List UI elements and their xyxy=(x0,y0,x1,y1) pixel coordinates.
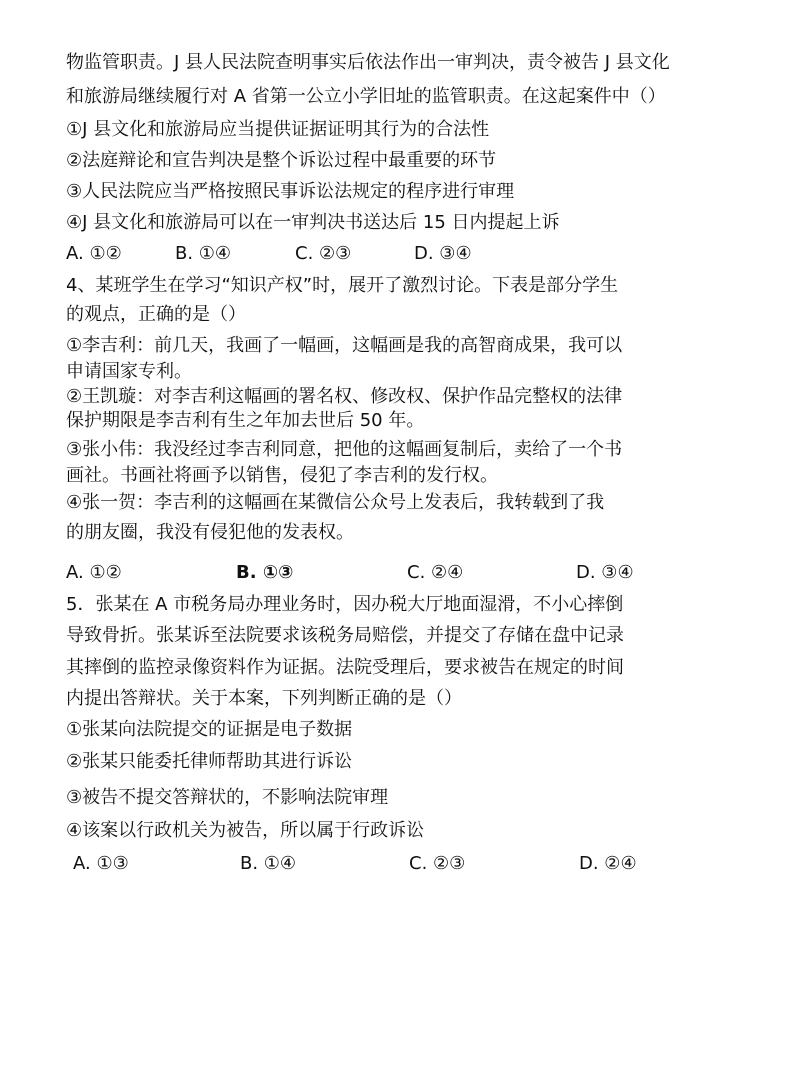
q4-statement-4-line-1: ④张一贺：李吉利的这幅画在某微信公众号上发表后，我转载到了我 xyxy=(66,492,605,513)
q5-stem-line-3: 其摔倒的监控录像资料作为证据。法院受理后，要求被告在规定的时间 xyxy=(66,657,624,678)
q4-option-c: C. ②④ xyxy=(407,562,464,583)
q4-option-b: B. ①③ xyxy=(236,562,294,583)
q4-statement-2-line-1: ②王凯璇：对李吉利这幅画的署名权、修改权、保护作品完整权的法律 xyxy=(66,386,623,407)
q4-statement-3-line-2: 画社。书画社将画予以销售，侵犯了李吉利的发行权。 xyxy=(66,465,498,486)
q5-option-a: A. ①③ xyxy=(73,853,129,874)
q5-statement-2: ②张某只能委托律师帮助其进行诉讼 xyxy=(66,751,353,772)
q3-statement-4: ④J 县文化和旅游局可以在一审判决书送达后 15 日内提起上诉 xyxy=(66,212,560,233)
q4-option-d: D. ③④ xyxy=(576,562,634,583)
q4-statement-2-line-2: 保护期限是李吉利有生之年加去世后 50 年。 xyxy=(66,410,425,431)
q3-statement-3: ③人民法院应当严格按照民事诉讼法规定的程序进行审理 xyxy=(66,181,515,202)
q5-statement-3: ③被告不提交答辩状的，不影响法院审理 xyxy=(66,787,389,808)
q3-option-d: D. ③④ xyxy=(414,243,472,264)
q5-option-c: C. ②③ xyxy=(409,853,466,874)
q4-stem-line-2: 的观点，正确的是（） xyxy=(66,304,246,325)
q5-stem-line-4: 内提出答辩状。关于本案，下列判断正确的是（） xyxy=(66,688,462,709)
q5-option-b: B. ①④ xyxy=(240,853,297,874)
q3-statement-1: ①J 县文化和旅游局应当提供证据证明其行为的合法性 xyxy=(66,119,490,140)
q3-stem-line-1: 物监管职责。J 县人民法院查明事实后依法作出一审判决，责令被告 J 县文化 xyxy=(66,52,670,73)
q3-option-c: C. ②③ xyxy=(295,243,352,264)
q5-option-d: D. ②④ xyxy=(579,853,637,874)
q4-statement-1-line-2: 申请国家专利。 xyxy=(66,361,192,382)
q4-statement-1-line-1: ①李吉利：前几天，我画了一幅画，这幅画是我的高智商成果，我可以 xyxy=(66,335,623,356)
q3-option-b: B. ①④ xyxy=(175,243,232,264)
q4-statement-4-line-2: 的朋友圈，我没有侵犯他的发表权。 xyxy=(66,522,354,543)
q5-statement-1: ①张某向法院提交的证据是电子数据 xyxy=(66,719,353,740)
q3-option-a: A. ①② xyxy=(66,243,122,264)
q4-stem-line-1: 4、某班学生在学习“知识产权”时，展开了激烈讨论。下表是部分学生 xyxy=(66,275,619,296)
q3-statement-2: ②法庭辩论和宣告判决是整个诉讼过程中最重要的环节 xyxy=(66,150,497,171)
q4-option-a: A. ①② xyxy=(66,562,122,583)
q5-stem-line-2: 导致骨折。张某诉至法院要求该税务局赔偿，并提交了存储在盘中记录 xyxy=(66,625,624,646)
q3-stem-line-2: 和旅游局继续履行对 A 省第一公立小学旧址的监管职责。在这起案件中（） xyxy=(66,86,666,107)
q4-statement-3-line-1: ③张小伟：我没经过李吉利同意，把他的这幅画复制后，卖给了一个书 xyxy=(66,439,623,460)
q5-statement-4: ④该案以行政机关为被告，所以属于行政诉讼 xyxy=(66,820,425,841)
q5-stem-line-1: 5．张某在 A 市税务局办理业务时，因办税大厅地面湿滑，不小心摔倒 xyxy=(66,594,624,615)
